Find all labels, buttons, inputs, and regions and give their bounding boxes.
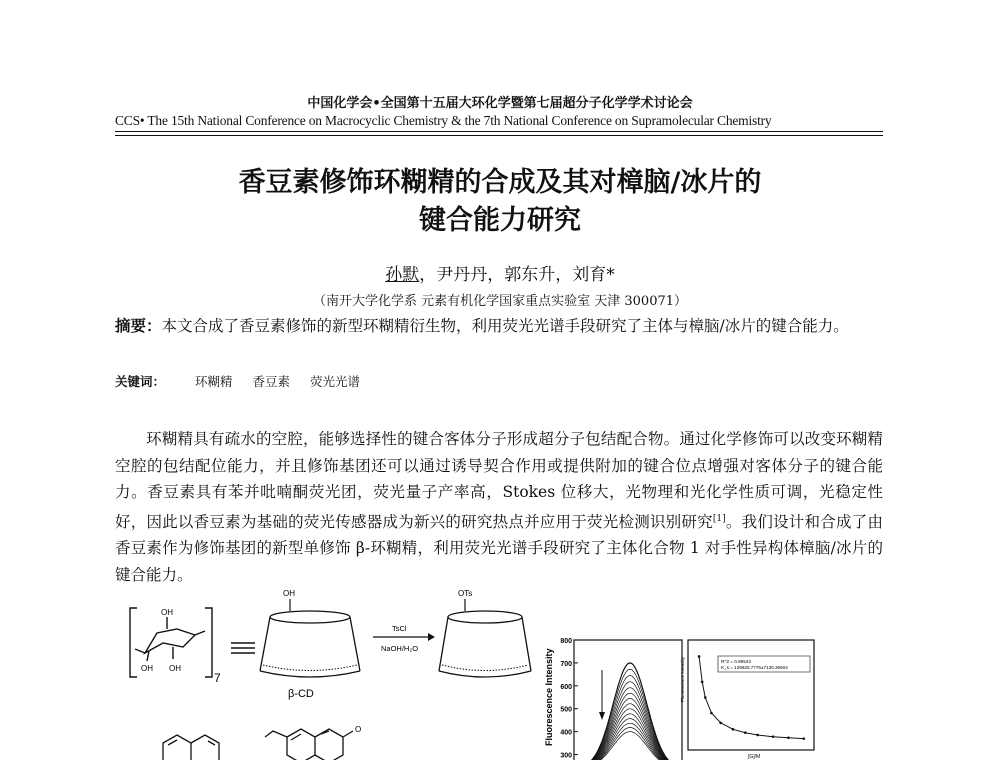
inset-xlabel: [G]/M (748, 754, 761, 760)
inset-data-point (787, 736, 790, 739)
spectrum-line (582, 669, 676, 760)
chart-plot-frame (574, 640, 682, 760)
paper-title-line2: 键合能力研究 (419, 205, 581, 236)
reaction-arrow (373, 633, 435, 641)
chart-ytick-label: 500 (560, 706, 572, 714)
first-author: 孙默 (385, 265, 420, 285)
chart-series-group (582, 663, 676, 760)
hydroxyl-label-mid: OH (169, 664, 181, 673)
tosyl-cd-cup-icon (439, 599, 531, 677)
abstract-text: 本文合成了香豆素修饰的新型环糊精衍生物，利用荧光光谱手段研究了主体与樟脑/冰片的键合能力。 (161, 317, 849, 335)
inset-fit-r2: R^2 = 0.99543 (721, 659, 751, 664)
beta-cd-label: β-CD (288, 688, 314, 700)
conference-title-en: CCS• The 15th National Conference on Macrocyclic Chemistry & the 7th National Conference on Supramolecular Chemistry (115, 113, 772, 128)
inset-data-point (772, 735, 775, 738)
abstract-label: 摘要： (115, 316, 162, 335)
body-paragraph (115, 426, 883, 588)
header-rule (115, 131, 883, 132)
titration-arrow-head (599, 712, 605, 720)
cup-hydroxyl-label: OH (283, 589, 295, 598)
chart-yticks (560, 638, 578, 760)
paper-title-line1: 香豆素修饰环糊精的合成及其对樟脑/冰片的 (238, 167, 762, 198)
conference-title-cn: 中国化学会•全国第十五届大环化学暨第七届超分子化学学术讨论会 (307, 96, 693, 111)
inset-data-point (701, 681, 704, 684)
chart-ytick-label: 400 (560, 729, 572, 737)
keywords (115, 372, 376, 390)
hydroxyl-label-left: OH (141, 664, 153, 673)
keyword-item: 香豆素 (252, 374, 291, 389)
reagent-tscl: TsCl (392, 624, 407, 633)
chart-ytick-label: 700 (560, 660, 572, 668)
inset-data-point (704, 696, 707, 699)
equals-sign (231, 643, 255, 653)
ots-label: OTs (458, 589, 473, 598)
affiliation: （南开大学化学系 元素有机化学国家重点实验室 天津 300071） (312, 294, 688, 309)
header-rule-thin (115, 135, 883, 136)
carbonyl-label: O (355, 725, 362, 734)
inset-ylabel: Fluorescence Intensity (680, 656, 685, 702)
keyword-item: 环糊精 (195, 374, 233, 389)
chart-ylabel: Fluorescence Intensity (544, 648, 554, 746)
fluorescence-chart (538, 636, 828, 760)
coumarin-structure (265, 729, 353, 760)
inset-data-point (732, 728, 735, 731)
chart-ytick-label: 800 (560, 638, 572, 645)
abstract (115, 314, 883, 338)
inset-data-point (756, 734, 759, 737)
inset-data-point (719, 722, 722, 725)
chart-ytick-label: 300 (560, 752, 572, 760)
aromatic-ring-structure (163, 735, 219, 760)
chart-ytick-label: 600 (560, 683, 572, 691)
spectrum-line (582, 676, 676, 760)
inset-data-point (698, 655, 701, 658)
co-authors: ，尹丹丹，郭东升，刘育* (419, 265, 615, 285)
reagent-base: NaOH/H₂O (381, 644, 419, 653)
citation-ref: [1] (712, 513, 726, 524)
keyword-item: 荧光光谱 (310, 374, 361, 389)
inset-data-point (710, 712, 713, 715)
author-list (0, 260, 1000, 285)
inset-fit-ks: K_s = 129620.7776±7130.36604 (721, 665, 788, 670)
inset-data-point (744, 731, 747, 734)
spectrum-line (582, 663, 676, 760)
inset-data-point (803, 737, 806, 740)
body-text-part1: 环糊精具有疏水的空腔，能够选择性的键合客体分子形成超分子包结配合物。通过化学修饰可以改变环糊精空腔的包结配位能力，并且修饰基团还可以通过诱导契合作用或提供附加的键合位点增强对客体分子的键合能力。香豆素具有苯并吡喃酮荧光团，荧光量子产率高，Stokes 位移大，光物理和光化学性质可调，光稳定性好，因此以香豆素为基础的荧光传感器成为新兴的研究热点并应用于荧光检测识别研究 (115, 430, 883, 531)
beta-cd-cup-icon (260, 599, 360, 677)
hydroxyl-label-top: OH (161, 608, 173, 617)
repeat-subscript: 7 (214, 671, 221, 685)
keywords-label: 关键词： (115, 374, 166, 389)
body-text-part2: 。我们设计和合成了由香豆素作为修饰基团的新型单修饰 β-环糊精，利用荧光光谱手段研究了主体化合物 1 对手性异构体樟脑/冰片的键合能力。 (115, 512, 883, 584)
synthesis-scheme (115, 585, 535, 760)
